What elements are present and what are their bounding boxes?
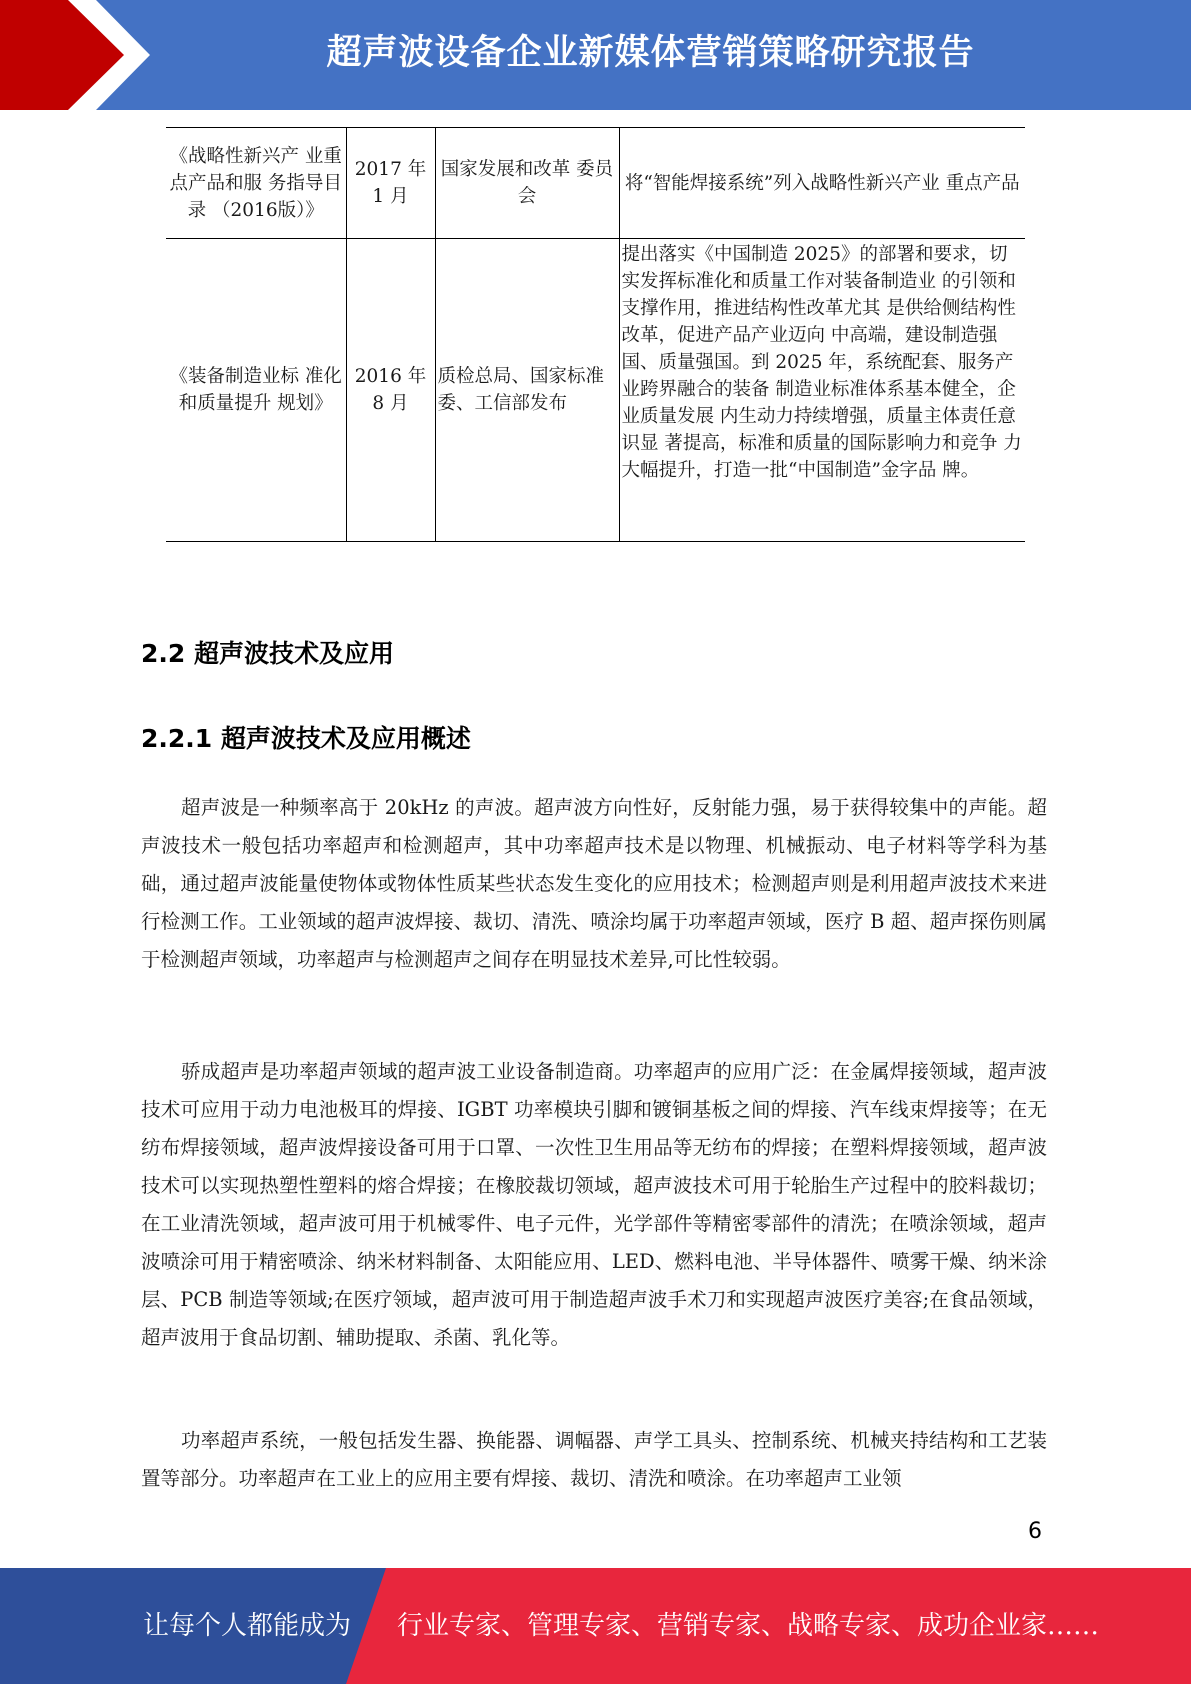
body-paragraph: 骄成超声是功率超声领域的超声波工业设备制造商。功率超声的应用广泛：在金属焊接领域，超声波技术可应用于动力电池极耳的焊接、IGBT 功率模块引脚和镀铜基板之间的焊接、汽车线束焊接等；在无纺布焊接领域，超声波焊接设备可用于口罩、一次性卫生用品等无纺布的焊接；在塑料焊接领域，超声波技术可以实现热塑性塑料的熔合焊接；在橡胶裁切领域，超声波技术可用于轮胎生产过程中的胶料裁切；在工业清洗领域，超声波可用于机械零件、电子元件，光学部件等精密零部件的清洗；在喷涂领域，超声波喷涂可用于精密喷涂、纳米材料制备、太阳能应用、LED、燃料电池、半导体器件、喷雾干燥、纳米涂层、PCB 制造等领域;在医疗领域，超声波可用于制造超声波手术刀和实现超声波医疗美容;在食品领域，超声波用于食品切割、辅助提取、杀菌、乳化等。 <box>141 1060 1047 1349</box>
policy-table <box>166 127 1025 542</box>
policy-department-cell: 质检总局、国家标准委、工信部发布 <box>435 239 619 542</box>
policy-name-cell: 《战略性新兴产 业重点产品和服 务指导目录 （2016版）》 <box>166 128 346 239</box>
page-header <box>0 0 1191 110</box>
footer-slogan-left: 让每个人都能成为 <box>143 1611 352 1641</box>
subsection-heading: 2.2.1 超声波技术及应用概述 <box>141 724 471 753</box>
policy-department-cell: 国家发展和改革 委员会 <box>435 128 619 239</box>
header-arrow-icon <box>0 0 150 110</box>
policy-content-cell: 将“智能焊接系统”列入战略性新兴产业 重点产品 <box>619 128 1025 239</box>
body-paragraph: 功率超声系统，一般包括发生器、换能器、调幅器、声学工具头、控制系统、机械夹持结构和工艺装置等部分。功率超声在工业上的应用主要有焊接、裁切、清洗和喷涂。在功率超声工业领 <box>141 1429 1047 1490</box>
table-row <box>166 239 1025 542</box>
table-row <box>166 128 1025 239</box>
policy-name-cell: 《装备制造业标 准化和质量提升 规划》 <box>166 239 346 542</box>
body-paragraph: 超声波是一种频率高于 20kHz 的声波。超声波方向性好，反射能力强，易于获得较集中的声能。超声波技术一般包括功率超声和检测超声，其中功率超声技术是以物理、机械振动、电子材料等学科为基础，通过超声波能量使物体或物体性质某些状态发生变化的应用技术；检测超声则是利用超声波技术来进行检测工作。工业领域的超声波焊接、裁切、清洗、喷涂均属于功率超声领域，医疗 B 超、超声探伤则属于检测超声领域，功率超声与检测超声之间存在明显技术差异,可比性较弱。 <box>141 796 1047 971</box>
report-title: 超声波设备企业新媒体营销策略研究报告 <box>326 33 975 73</box>
page-footer <box>0 1568 1191 1684</box>
section-heading: 2.2 超声波技术及应用 <box>141 639 394 668</box>
policy-content-cell: 提出落实《中国制造 2025》的部署和要求，切实发挥标准化和质量工作对装备制造业 的引领和支撑作用，推进结构性改革尤其 是供给侧结构性改革，促进产品产业迈向 中高端，建设制造强国、质量强国。到 2025 年，系统配套、服务产业跨界融合的装备 制造业标准体系基本健全，企业质量发展 内生动力持续增强，质量主体责任意识显 著提高，标准和质量的国际影响力和竞争 力大幅提升，打造一批“中国制造”金字品 牌。 <box>619 239 1025 542</box>
page-number: 6 <box>1028 1519 1042 1544</box>
policy-date-cell: 2016 年 8 月 <box>346 239 435 542</box>
footer-slogan-right: 行业专家、管理专家、营销专家、战略专家、成功企业家…… <box>397 1611 1100 1641</box>
policy-date-cell: 2017 年 1 月 <box>346 128 435 239</box>
